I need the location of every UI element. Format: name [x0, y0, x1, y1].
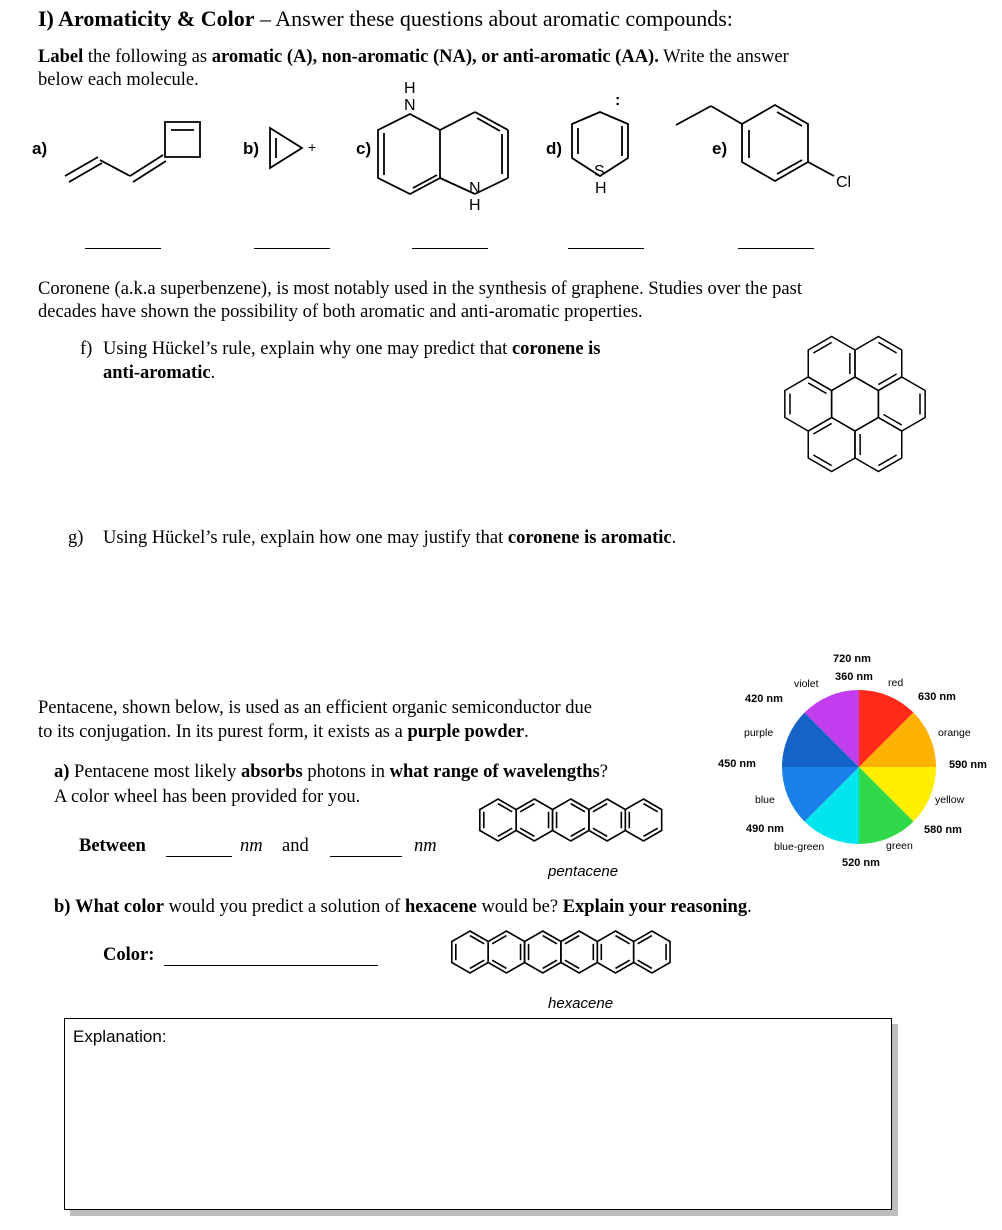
question-g-end: . [671, 528, 677, 548]
explanation-label: Explanation: [73, 1027, 167, 1046]
pentacene-double-bond [643, 828, 657, 836]
question-pa-label: a) [54, 762, 70, 782]
pentacene-ring [553, 799, 589, 841]
hexacene-ring [561, 931, 597, 973]
question-f-end: . [210, 363, 216, 383]
coronene-center-ring [832, 377, 879, 431]
nm-unit-2: nm [414, 836, 437, 856]
question-hb-label: b) [54, 897, 71, 917]
wl-360: 360 nm [835, 671, 873, 683]
coronene-outer-ring [878, 377, 925, 431]
hexacene-ring [634, 931, 670, 973]
wl-590: 590 nm [949, 759, 987, 771]
coronene-structure [760, 318, 950, 490]
wl-630: 630 nm [918, 691, 956, 703]
color-yellow: yellow [935, 794, 965, 806]
molecule-label-a: a) [32, 139, 48, 158]
question-pa-bold2: what range of wavelengths [389, 762, 600, 782]
wl-420: 420 nm [745, 693, 783, 705]
coronene-double-bond [884, 415, 902, 426]
color-blue: blue [755, 794, 775, 806]
question-f-text: Using Hückel’s rule, explain why one may predict that [103, 339, 512, 359]
question-f-bold1: coronene is [511, 339, 601, 359]
instr-categories: aromatic (A), non-aromatic (NA), or anti-aromatic (AA). [211, 47, 659, 67]
and-label: and [282, 836, 309, 856]
pentacene-intro-end: . [524, 722, 529, 742]
coronene-double-bond [878, 455, 896, 466]
pentacene-intro-line2 [38, 722, 529, 743]
coronene-double-bond [813, 455, 831, 466]
instr-text: the following as [83, 47, 212, 67]
color-green: green [886, 840, 913, 852]
wavelength-blank-2[interactable] [330, 856, 402, 857]
hexacene-structure [448, 922, 728, 982]
title-bold: I) Aromaticity & Color [38, 6, 255, 31]
title-rest: – Answer these questions about aromatic compounds: [254, 6, 733, 31]
color-answer-blank[interactable] [164, 965, 378, 966]
atom-h-sulfur: H [595, 180, 607, 197]
pentacene-intro-bold: purple powder [407, 722, 525, 742]
question-g-bold: coronene is aromatic [507, 528, 672, 548]
instr-write: Write the answer [658, 47, 789, 67]
hexacene-double-bond [543, 936, 557, 944]
hexacene-ring [452, 931, 488, 973]
wl-580: 580 nm [924, 824, 962, 836]
coronene-outer-ring [808, 337, 855, 391]
hexacene-double-bond [615, 936, 629, 944]
pentacene-double-bond [498, 828, 512, 836]
question-f-bold2: anti-aromatic [103, 363, 211, 383]
coronene-intro-line1: Coronene (a.k.a superbenzene), is most notably used in the synthesis of graphene. Studies over the past [38, 279, 802, 299]
question-hb-text1: would you predict a solution of [163, 897, 405, 917]
question-f-line2 [103, 363, 215, 384]
color-purple: purple [744, 727, 774, 739]
question-hb-text2: would be? [476, 897, 563, 917]
wl-520: 520 nm [842, 857, 880, 869]
atom-n-bottom: N [469, 180, 481, 197]
coronene-double-bond [808, 383, 826, 394]
coronene-double-bond [813, 423, 831, 434]
hexacene-double-bond [638, 960, 652, 968]
pentacene-ring [625, 799, 661, 841]
molecule-e-structure [0, 0, 1002, 260]
between-label: Between [79, 836, 146, 856]
pentacene-double-bond [520, 828, 534, 836]
color-blue-green: blue-green [774, 841, 825, 853]
question-f [103, 339, 723, 360]
pentacene-structure [476, 790, 706, 850]
pentacene-double-bond [593, 828, 607, 836]
question-g [103, 528, 676, 549]
question-hb-bold1: What color [75, 897, 164, 917]
hexacene-ring [597, 931, 633, 973]
hexacene-double-bond [638, 936, 652, 944]
atom-cl: Cl [836, 174, 852, 191]
question-hb-bold2: hexacene [404, 897, 477, 917]
answer-blank-c[interactable] [412, 248, 488, 249]
hexacene-double-bond [470, 960, 484, 968]
molecule-label-b: b) [243, 139, 260, 158]
hexacene-double-bond [543, 960, 557, 968]
explanation-box[interactable] [64, 1018, 892, 1210]
wl-490: 490 nm [746, 823, 784, 835]
wavelength-blank-1[interactable] [166, 856, 232, 857]
coronene-double-bond [878, 374, 896, 385]
question-f-label: f) [80, 339, 93, 359]
hexacene-double-bond [470, 936, 484, 944]
color-red: red [888, 677, 904, 689]
pentacene-ring [516, 799, 552, 841]
molecule-label-d: d) [546, 139, 563, 158]
wl-450: 450 nm [718, 758, 756, 770]
pentacene-caption: pentacene [548, 863, 619, 880]
pentacene-intro-line1: Pentacene, shown below, is used as an efficient organic semiconductor due [38, 698, 592, 718]
hexacene-double-bond [565, 936, 579, 944]
pentacene-double-bond [520, 804, 534, 812]
nm-unit-1: nm [240, 836, 263, 856]
color-answer-label: Color: [103, 945, 155, 965]
coronene-outer-ring [855, 418, 902, 472]
hexacene-caption: hexacene [548, 995, 614, 1012]
color-orange: orange [938, 727, 971, 739]
color-violet: violet [794, 678, 819, 690]
coronene-intro-line2: decades have shown the possibility of both aromatic and anti-aromatic properties. [38, 302, 643, 322]
hexacene-double-bond [565, 960, 579, 968]
pentacene-double-bond [643, 804, 657, 812]
color-wheel [780, 688, 938, 846]
question-hb-end: . [747, 897, 752, 917]
coronene-outer-ring [808, 418, 855, 472]
coronene-double-bond [813, 342, 831, 353]
lone-pair: : [615, 92, 621, 109]
pentacene-intro-text: to its conjugation. In its purest form, it exists as a [38, 722, 408, 742]
wl-720: 720 nm [833, 653, 871, 665]
instructions-line2: below each molecule. [38, 70, 199, 90]
atom-h-bottom: H [469, 197, 481, 214]
hexacene-double-bond [492, 936, 506, 944]
question-pentacene-a [54, 762, 608, 783]
question-g-text: Using Hückel’s rule, explain how one may justify that [103, 528, 508, 548]
answer-blank-e[interactable] [738, 248, 814, 249]
atom-h-top: H [404, 80, 416, 97]
question-pa-end: ? [599, 762, 608, 782]
pentacene-double-bond [571, 828, 585, 836]
molecule-label-e: e) [712, 139, 728, 158]
coronene-double-bond [878, 342, 896, 353]
pentacene-ring [480, 799, 516, 841]
molecule-label-c: c) [356, 139, 372, 158]
pentacene-ring [589, 799, 625, 841]
coronene-outer-ring [855, 337, 902, 391]
atom-n-top: N [404, 97, 416, 114]
answer-blank-a[interactable] [85, 248, 161, 249]
atom-s: S [594, 163, 605, 180]
question-pa-text2: photons in [302, 762, 390, 782]
instr-label: Label [38, 47, 84, 67]
coronene-outer-ring [785, 377, 832, 431]
answer-blank-d[interactable] [568, 248, 644, 249]
question-pentacene-a-line2: A color wheel has been provided for you. [54, 787, 361, 807]
hexacene-double-bond [492, 960, 506, 968]
hexacene-ring [488, 931, 524, 973]
answer-blank-b[interactable] [254, 248, 330, 249]
question-g-label: g) [68, 528, 84, 548]
hexacene-ring [525, 931, 561, 973]
pentacene-double-bond [593, 804, 607, 812]
pentacene-double-bond [571, 804, 585, 812]
question-hb-bold3: Explain your reasoning [562, 897, 748, 917]
question-pa-bold1: absorbs [241, 762, 303, 782]
pentacene-double-bond [498, 804, 512, 812]
question-pa-text1: Pentacene most likely [69, 762, 242, 782]
hexacene-double-bond [615, 960, 629, 968]
cation-plus-sign: + [308, 139, 317, 155]
question-hexacene-b [54, 897, 752, 918]
